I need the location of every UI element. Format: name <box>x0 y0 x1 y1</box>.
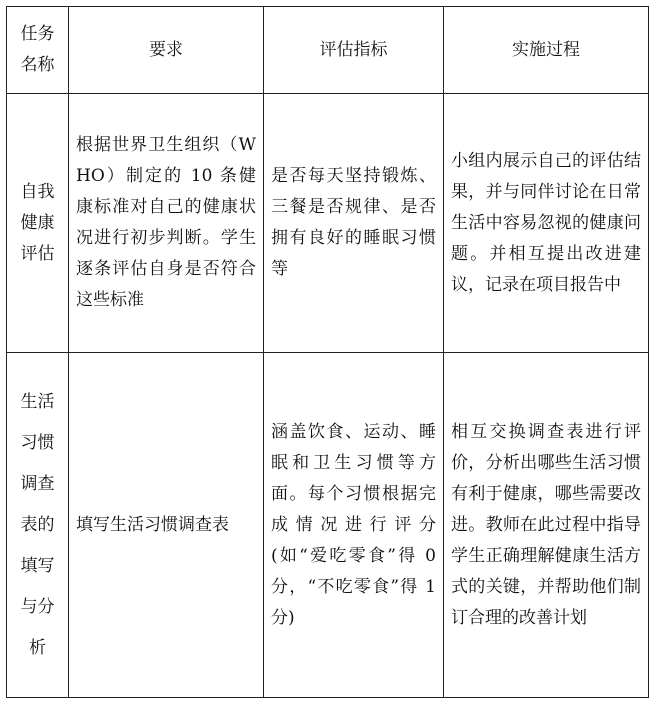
cell-metric: 涵盖饮食、运动、睡眠和卫生习惯等方面。每个习惯根据完成情况进行评分(如“爱吃零食”得 0 分，“不吃零食”得 1 分) <box>264 353 444 698</box>
header-requirement: 要求 <box>69 7 264 94</box>
table-row <box>7 353 649 698</box>
cell-requirement: 根据世界卫生组织（WHO）制定的 10 条健康标准对自己的健康状况进行初步判断。学生逐条评估自身是否符合这些标准 <box>69 94 264 353</box>
cell-metric: 是否每天坚持锻炼、三餐是否规律、是否拥有良好的睡眠习惯等 <box>264 94 444 353</box>
cell-process: 小组内展示自己的评估结果，并与同伴讨论在日常生活中容易忽视的健康问题。并相互提出改进建议，记录在项目报告中 <box>444 94 649 353</box>
table-header-row <box>7 7 649 94</box>
cell-task: 生活习惯调查表的填写与分析 <box>7 353 69 698</box>
header-task: 任务名称 <box>7 7 69 94</box>
cell-requirement: 填写生活习惯调查表 <box>69 353 264 698</box>
table-row <box>7 94 649 353</box>
header-process: 实施过程 <box>444 7 649 94</box>
header-metric: 评估指标 <box>264 7 444 94</box>
cell-task: 自我健康评估 <box>7 94 69 353</box>
cell-process: 相互交换调查表进行评价，分析出哪些生活习惯有利于健康，哪些需要改进。教师在此过程中指导学生正确理解健康生活方式的关键，并帮助他们制订合理的改善计划 <box>444 353 649 698</box>
task-table <box>6 6 649 698</box>
